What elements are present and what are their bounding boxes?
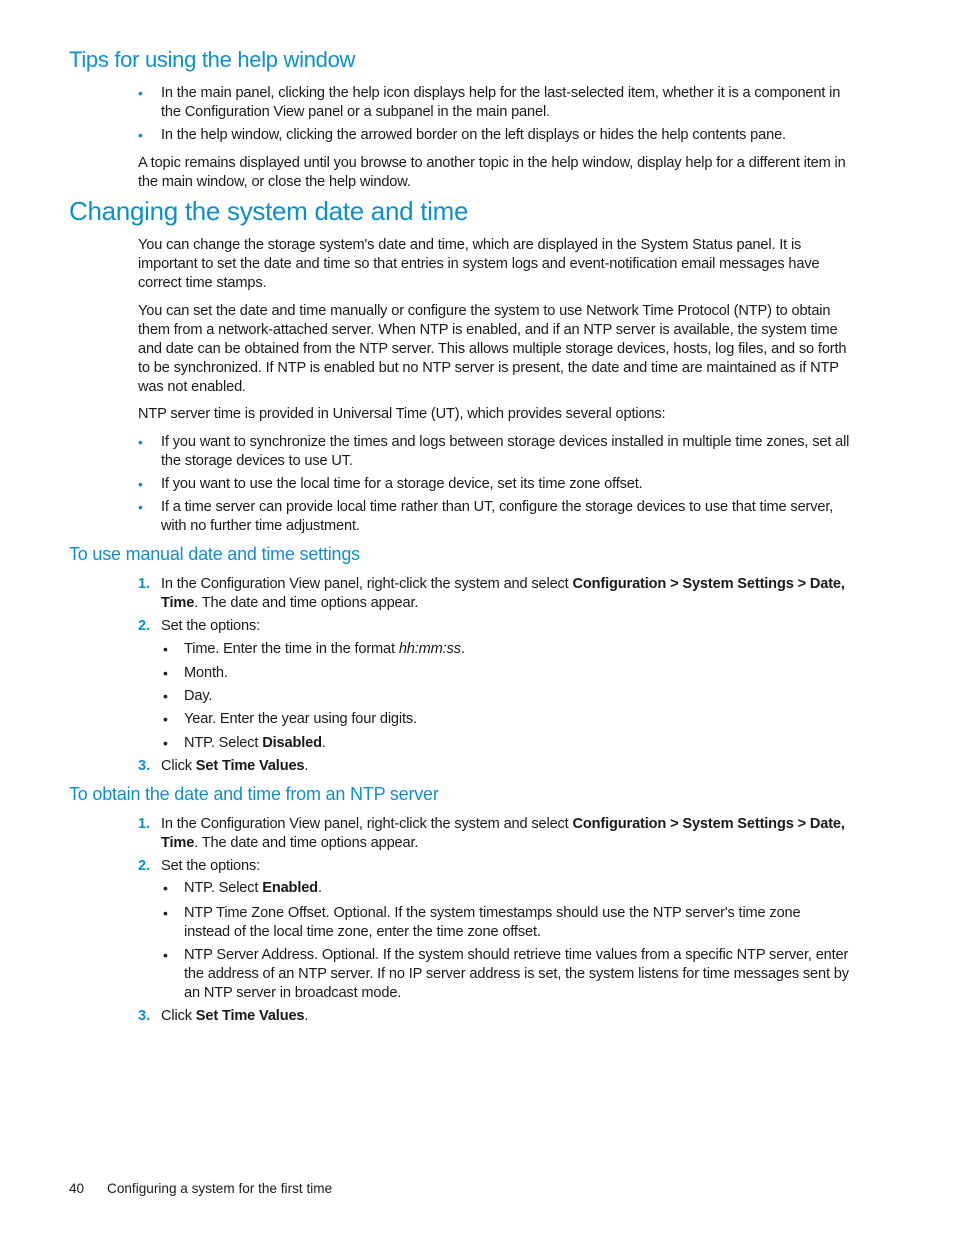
change-paragraph-3: NTP server time is provided in Universal Time (UT), which provides several options:	[138, 406, 666, 422]
change-bullet-2: If you want to use the local time for a storage device, set its time zone offset.	[161, 476, 643, 492]
button-name: Set Time Values	[195, 758, 305, 774]
manual-option-ntp	[184, 734, 849, 753]
bullet-marker: •	[138, 499, 143, 515]
sub-bullet-marker: •	[163, 711, 168, 727]
step-text: .	[304, 1008, 309, 1024]
step-number: 2.	[138, 618, 151, 634]
step-number: 1.	[138, 816, 151, 832]
change-paragraph-1: You can change the storage system's date and time, which are displayed in the System Status panel. It is important to set the date and time so that entries in system logs and event-notification email messages have correct time stamps.	[138, 237, 820, 291]
step-number: 3.	[138, 1008, 151, 1024]
section-heading-change-date-time: Changing the system date and time	[69, 196, 469, 226]
step-text: . The date and time options appear.	[194, 595, 419, 611]
sub-bullet-marker: •	[163, 735, 168, 751]
manual-step-3	[161, 757, 851, 776]
bullet-marker: •	[138, 476, 143, 492]
option-text: NTP. Select	[184, 735, 263, 751]
footer-title: Configuring a system for the first time	[107, 1181, 333, 1196]
bullet-marker: •	[138, 127, 143, 143]
option-text: NTP. Select	[184, 880, 263, 896]
option-text: .	[317, 880, 322, 896]
sub-bullet-marker: •	[163, 688, 168, 704]
step-number: 1.	[138, 576, 151, 592]
manual-step-2: Set the options:	[161, 618, 261, 634]
section-heading-tips: Tips for using the help window	[69, 47, 356, 72]
step-number: 3.	[138, 758, 151, 774]
time-format: hh:mm:ss	[398, 641, 461, 657]
tips-bullet-2: In the help window, clicking the arrowed border on the left displays or hides the help contents pane.	[161, 127, 786, 143]
sub-bullet-marker: •	[163, 947, 168, 963]
subheading-ntp-server: To obtain the date and time from an NTP server	[69, 784, 439, 804]
tips-paragraph: A topic remains displayed until you browse to another topic in the help window, display help for a different item in the main window, or close the help window.	[138, 155, 846, 190]
button-name: Set Time Values	[195, 1008, 305, 1024]
ntp-step-1	[161, 815, 851, 853]
step-text: In the Configuration View panel, right-click the system and select	[161, 816, 573, 832]
option-text: .	[321, 735, 326, 751]
page-footer	[69, 1181, 332, 1197]
change-bullet-1: If you want to synchronize the times and logs between storage devices installed in multiple time zones, set all the storage devices to use UT.	[161, 434, 850, 469]
sub-bullet-marker: •	[163, 905, 168, 921]
menu-path: Configuration > System Settings > Date, Time	[161, 816, 845, 851]
manual-option-year: Year. Enter the year using four digits.	[184, 711, 417, 727]
ntp-option-address: NTP Server Address. Optional. If the system should retrieve time values from a specific NTP server, enter the address of an NTP server. If no IP server address is set, the system listens for time messages sent by an NTP server in broadcast mode.	[184, 947, 849, 1001]
change-paragraph-2: You can set the date and time manually or configure the system to use Network Time Protocol (NTP) to obtain them from a network-attached server. When NTP is enabled, and if an NTP server is available, the system time and date can be obtained from the NTP server. This allows multiple storage devices, hosts, log files, and so forth to be synchronized. If NTP is enabled but no NTP server is present, the date and time are maintained as if NTP was not enabled.	[138, 303, 847, 395]
menu-path: Configuration > System Settings > Date, Time	[161, 576, 845, 611]
manual-option-time	[184, 640, 849, 659]
tips-bullet-1: In the main panel, clicking the help icon displays help for the last-selected item, whether it is a component in the Configuration View panel or a subpanel in the main panel.	[161, 85, 841, 120]
sub-bullet-marker: •	[163, 665, 168, 681]
step-text: .	[304, 758, 309, 774]
page-number: 40	[69, 1181, 85, 1196]
manual-step-1	[161, 575, 851, 613]
ntp-step-2: Set the options:	[161, 858, 261, 874]
step-text: In the Configuration View panel, right-click the system and select	[161, 576, 573, 592]
option-value: Enabled	[262, 880, 318, 896]
ntp-option-ntp	[184, 879, 849, 898]
option-value: Disabled	[262, 735, 322, 751]
option-text: Time. Enter the time in the format	[184, 641, 399, 657]
step-text: . The date and time options appear.	[194, 835, 419, 851]
change-bullet-3: If a time server can provide local time rather than UT, configure the storage devices to use that time server, with no further time adjustment.	[161, 499, 834, 534]
manual-option-month: Month.	[184, 665, 228, 681]
subheading-manual-settings: To use manual date and time settings	[69, 544, 360, 564]
ntp-step-3	[161, 1007, 851, 1026]
sub-bullet-marker: •	[163, 880, 168, 896]
manual-option-day: Day.	[184, 688, 213, 704]
ntp-option-offset: NTP Time Zone Offset. Optional. If the system timestamps should use the NTP server's time zone instead of the local time zone, enter the time zone offset.	[184, 905, 801, 940]
option-text: .	[460, 641, 465, 657]
bullet-marker: •	[138, 85, 143, 101]
sub-bullet-marker: •	[163, 641, 168, 657]
step-text: Click	[161, 1008, 196, 1024]
bullet-marker: •	[138, 434, 143, 450]
step-text: Click	[161, 758, 196, 774]
step-number: 2.	[138, 858, 151, 874]
